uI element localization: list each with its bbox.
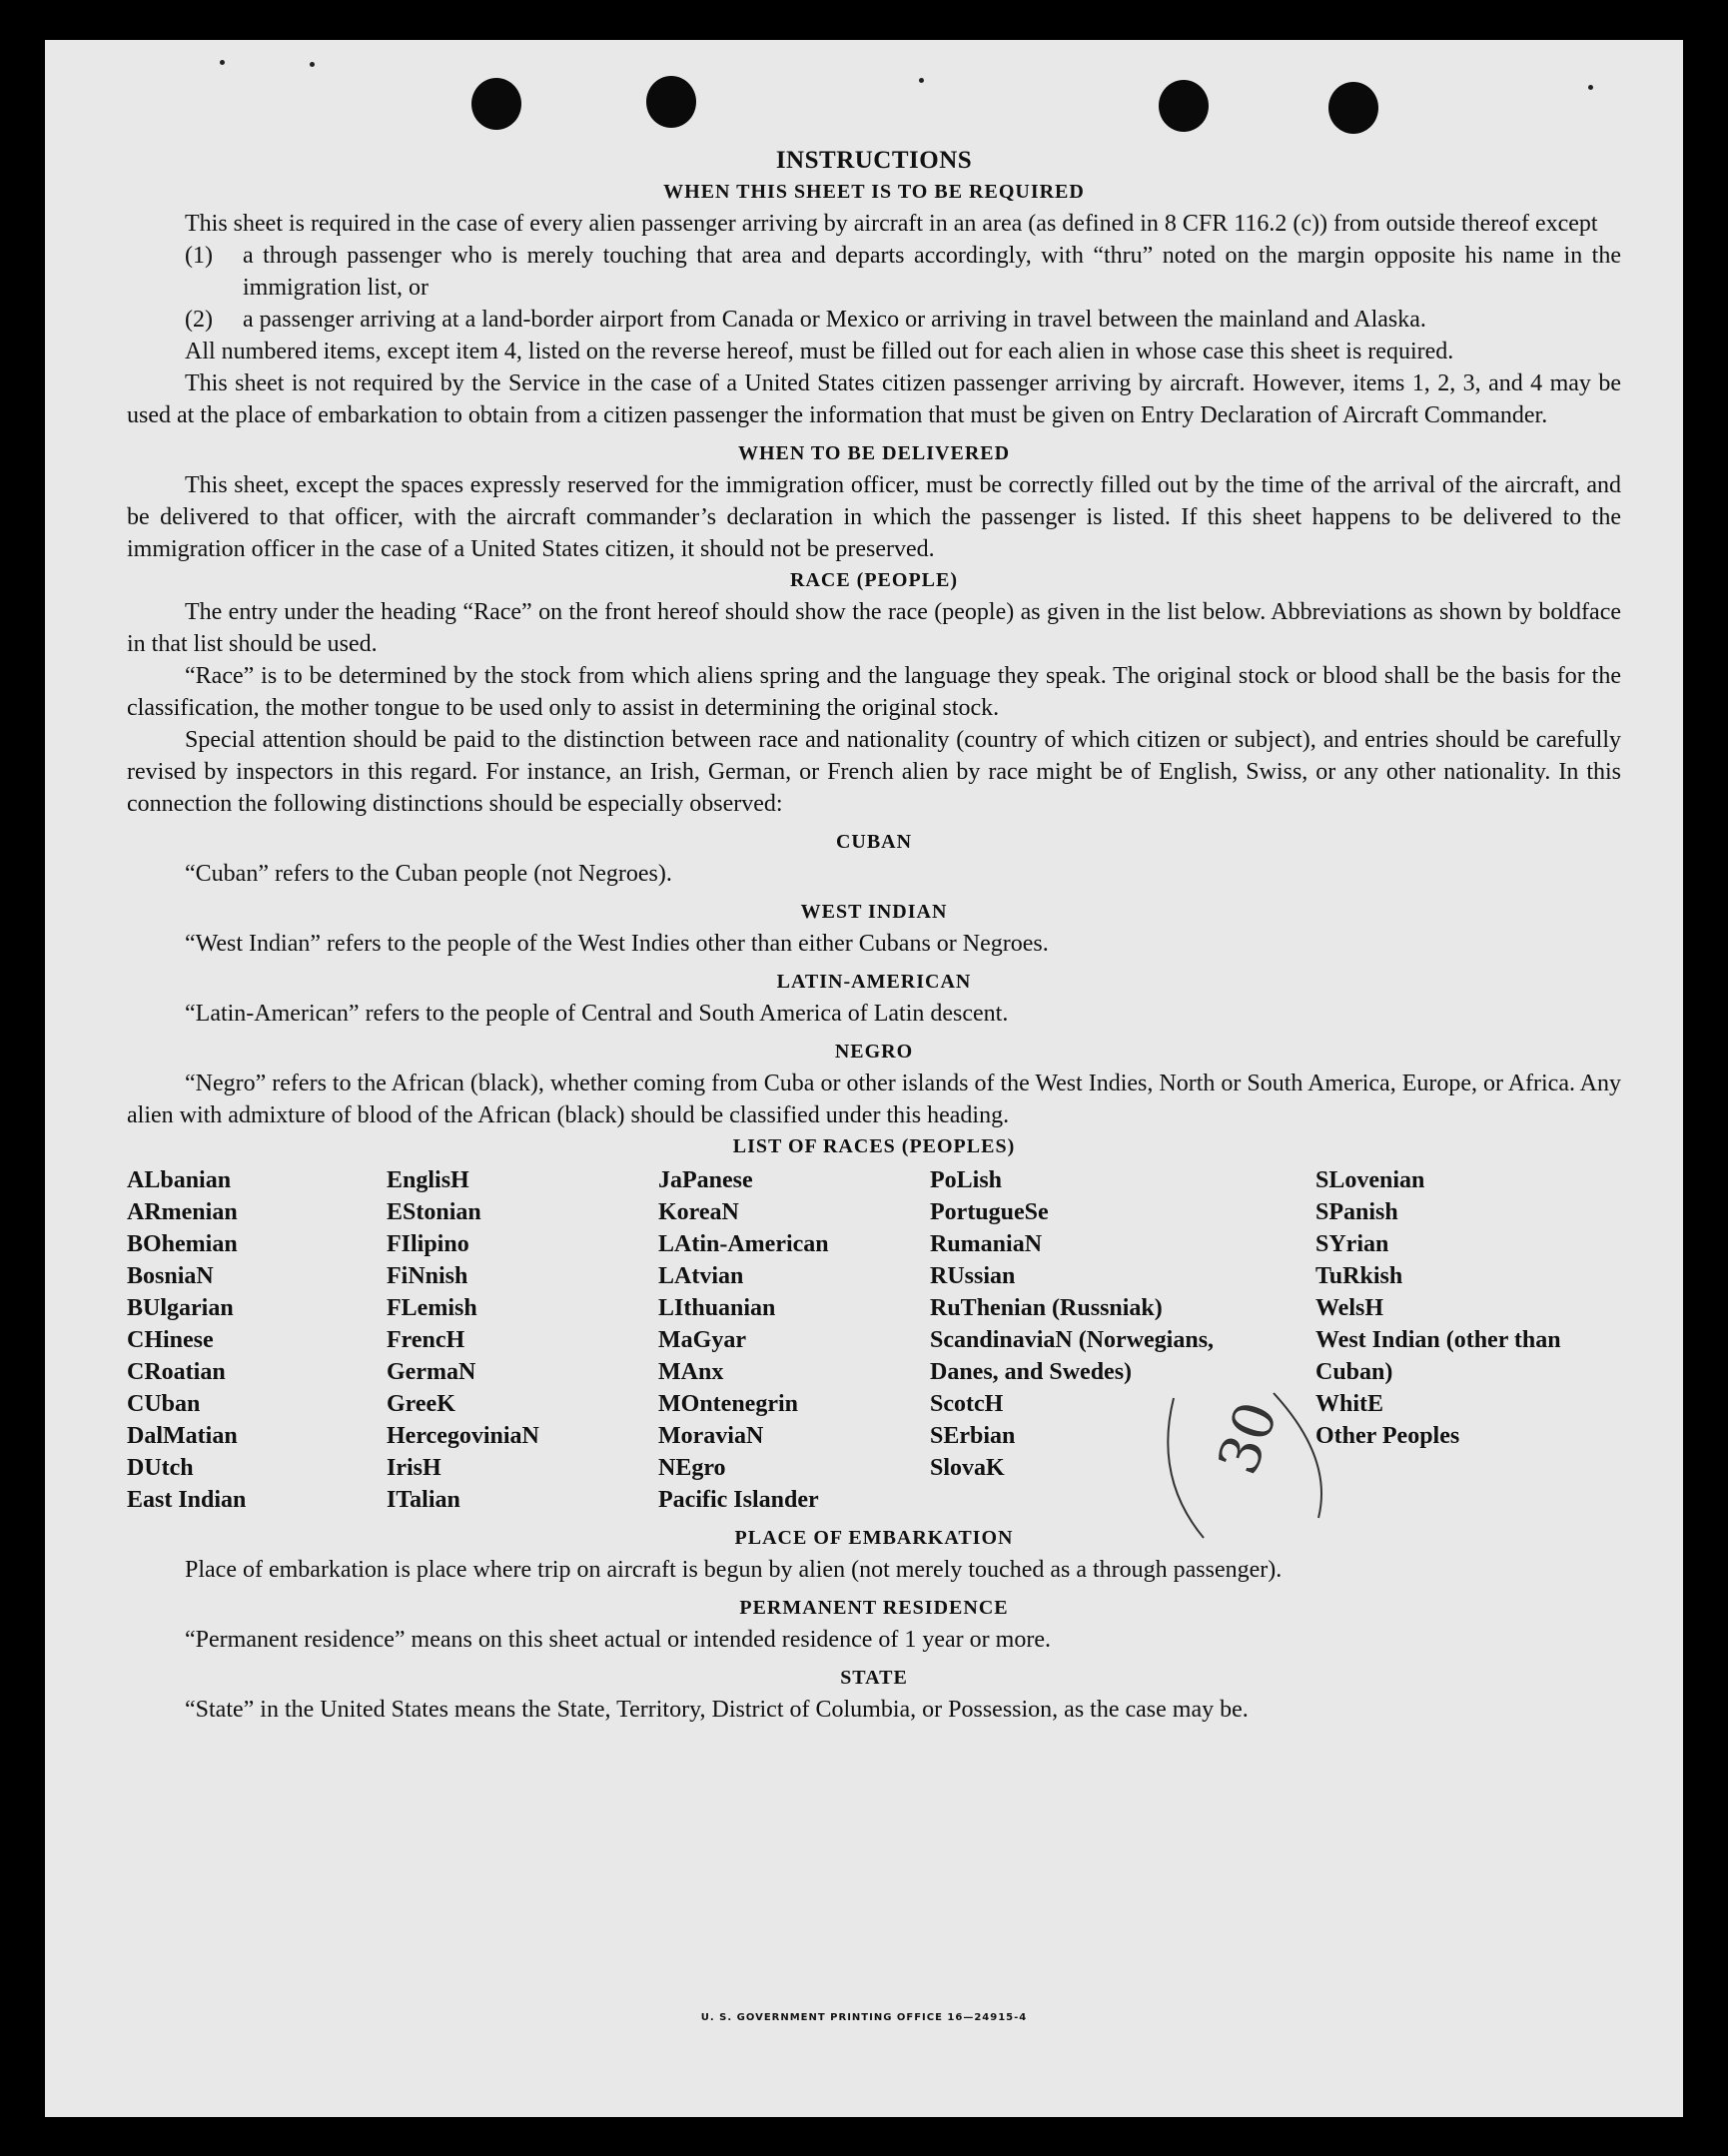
race-entry: DUtch	[127, 1455, 194, 1481]
race-entry: NEgro	[658, 1455, 726, 1481]
races-column	[127, 1164, 387, 1516]
race-entry: HercegoviniaN	[387, 1423, 539, 1449]
paragraph: Special attention should be paid to the distinction between race and nationality (country of which citizen or subject), and entries should be carefully revised by inspectors in this regard. For instance, an Irish, German, or French alien by race might be of English, Swiss, or any other nationality. In this connection the following distinctions should be especially observed:	[127, 727, 1621, 817]
punch-hole	[646, 76, 696, 128]
section-heading-residence: PERMANENT RESIDENCE	[739, 1597, 1009, 1619]
race-entry: FIlipino	[387, 1231, 469, 1257]
speck	[220, 60, 225, 65]
paragraph: “Cuban” refers to the Cuban people (not Negroes).	[185, 861, 672, 887]
race-entry: MaGyar	[658, 1327, 746, 1353]
printer-footer: U. S. GOVERNMENT PRINTING OFFICE 16—24915-4	[700, 2012, 1028, 2023]
race-entry: BosniaN	[127, 1263, 214, 1289]
speck	[310, 62, 315, 67]
race-entry: CHinese	[127, 1327, 214, 1353]
section-heading-embarkation: PLACE OF EMBARKATION	[734, 1527, 1014, 1549]
race-entry: ScandinaviaN (Norwegians, Danes, and Swedes)	[930, 1327, 1215, 1385]
section-heading-latin-american: LATIN-AMERICAN	[776, 971, 972, 993]
race-entry: LAtin-American	[658, 1231, 829, 1257]
race-entry: EnglisH	[387, 1167, 469, 1193]
race-entry: LAtvian	[658, 1263, 744, 1289]
races-column	[387, 1164, 658, 1516]
punch-hole	[1159, 80, 1209, 132]
race-entry: CUban	[127, 1391, 201, 1417]
paragraph: “Negro” refers to the African (black), whether coming from Cuba or other islands of the West Indies, North or South America, Europe, or Africa. Any alien with admixture of blood of the African (black) should be classified under this heading.	[127, 1071, 1621, 1128]
paragraph: “State” in the United States means the State, Territory, District of Columbia, or Possession, as the case may be.	[185, 1697, 1249, 1723]
race-entry: GermaN	[387, 1359, 476, 1385]
races-column	[1315, 1164, 1621, 1516]
paragraph: This sheet, except the spaces expressly reserved for the immigration officer, must be correctly filled out by the time of the arrival of the aircraft, and be delivered to that officer, with the aircraft commander’s declaration in which the passenger is listed. If this sheet happens to be delivered to the immigration officer in the case of a United States citizen, it should not be preserved.	[127, 472, 1621, 562]
race-entry: SYrian	[1315, 1231, 1389, 1257]
paragraph: This sheet is not required by the Service in the case of a United States citizen passenger arriving by aircraft. However, items 1, 2, 3, and 4 may be used at the place of embarkation to obtain from a citizen passenger the information that must be given on Entry Declaration of Aircraft Commander.	[127, 370, 1621, 428]
paragraph: “Latin-American” refers to the people of Central and South America of Latin descent.	[185, 1001, 1009, 1027]
race-entry: WhitE	[1315, 1391, 1384, 1417]
race-entry: PortugueSe	[930, 1199, 1049, 1225]
handwritten-number: 30	[1206, 1393, 1292, 1483]
item-number: (2)	[185, 307, 213, 333]
paragraph: This sheet is required in the case of every alien passenger arriving by aircraft in an area (as defined in 8 CFR 116.2 (c)) from outside thereof except	[185, 211, 1598, 237]
punch-hole	[471, 78, 521, 130]
race-entry: East Indian	[127, 1487, 247, 1513]
race-entry: FLemish	[387, 1295, 477, 1321]
race-entry: MOntenegrin	[658, 1391, 798, 1417]
race-entry: MAnx	[658, 1359, 724, 1385]
race-entry: ScotcH	[930, 1391, 1004, 1417]
race-entry: WelsH	[1315, 1295, 1384, 1321]
race-entry: IrisH	[387, 1455, 441, 1481]
race-entry: SErbian	[930, 1423, 1016, 1449]
race-entry: RUssian	[930, 1263, 1016, 1289]
race-entry: RumaniaN	[930, 1231, 1043, 1257]
speck	[919, 78, 924, 83]
race-entry: DalMatian	[127, 1423, 238, 1449]
list-item	[127, 304, 1621, 336]
page-title: INSTRUCTIONS	[775, 147, 973, 174]
race-entry: GreeK	[387, 1391, 455, 1417]
race-entry: KoreaN	[658, 1199, 739, 1225]
race-entry: ITalian	[387, 1487, 460, 1513]
punch-hole	[1328, 82, 1378, 134]
race-entry: CRoatian	[127, 1359, 226, 1385]
races-list	[127, 1164, 1621, 1516]
race-entry: BOhemian	[127, 1231, 238, 1257]
section-heading-races-list: LIST OF RACES (PEOPLES)	[732, 1135, 1016, 1157]
race-entry: Pacific Islander	[658, 1487, 819, 1513]
race-entry: ALbanian	[127, 1167, 232, 1193]
item-text: a through passenger who is merely touching that area and departs accordingly, with “thru” noted on the margin opposite his name in the immigration list, or	[243, 243, 1621, 301]
paragraph: The entry under the heading “Race” on the front hereof should show the race (people) as given in the list below. Abbreviations as shown by boldface in that list should be used.	[127, 599, 1621, 657]
paragraph: “West Indian” refers to the people of the West Indies other than either Cubans or Negroes.	[185, 931, 1049, 957]
section-heading-delivered: WHEN TO BE DELIVERED	[737, 442, 1011, 464]
race-entry: TuRkish	[1315, 1263, 1403, 1289]
paragraph: Place of embarkation is place where trip on aircraft is begun by alien (not merely touched as a through passenger).	[185, 1557, 1283, 1583]
race-entry: West Indian (other than Cuban)	[1315, 1327, 1561, 1385]
item-text: a passenger arriving at a land-border airport from Canada or Mexico or arriving in travel between the mainland and Alaska.	[243, 307, 1426, 333]
speck	[1588, 85, 1593, 90]
paragraph: “Race” is to be determined by the stock from which aliens spring and the language they speak. The original stock or blood shall be the basis for the classification, the mother tongue to be used only to assist in determining the original stock.	[127, 663, 1621, 721]
race-entry: Other Peoples	[1315, 1423, 1460, 1449]
race-entry: RuThenian (Russniak)	[930, 1295, 1163, 1321]
document-sheet	[45, 40, 1683, 2117]
race-entry: SlovaK	[930, 1455, 1005, 1481]
section-heading-required: WHEN THIS SHEET IS TO BE REQUIRED	[663, 181, 1085, 203]
list-item	[127, 240, 1621, 304]
race-entry: SPanish	[1315, 1199, 1398, 1225]
section-heading-state: STATE	[840, 1667, 908, 1689]
paragraph: “Permanent residence” means on this sheet actual or intended residence of 1 year or more.	[185, 1627, 1051, 1653]
race-entry: PoLish	[930, 1167, 1003, 1193]
race-entry: ARmenian	[127, 1199, 238, 1225]
race-entry: BUlgarian	[127, 1295, 234, 1321]
race-entry: FrencH	[387, 1327, 465, 1353]
race-entry: LIthuanian	[658, 1295, 776, 1321]
section-heading-cuban: CUBAN	[835, 831, 913, 853]
item-number: (1)	[185, 243, 213, 269]
section-heading-negro: NEGRO	[834, 1041, 914, 1063]
section-heading-west-indian: WEST INDIAN	[800, 901, 948, 923]
race-entry: MoraviaN	[658, 1423, 764, 1449]
race-entry: FiNnish	[387, 1263, 468, 1289]
section-heading-race: RACE (PEOPLE)	[790, 569, 958, 591]
instructions-content	[127, 145, 1621, 1726]
race-entry: JaPanese	[658, 1167, 753, 1193]
races-column	[658, 1164, 930, 1516]
handwritten-mark	[1144, 1368, 1343, 1568]
race-entry: EStonian	[387, 1199, 481, 1225]
paragraph: All numbered items, except item 4, listed on the reverse hereof, must be filled out for each alien in whose case this sheet is required.	[185, 339, 1454, 364]
race-entry: SLovenian	[1315, 1167, 1425, 1193]
